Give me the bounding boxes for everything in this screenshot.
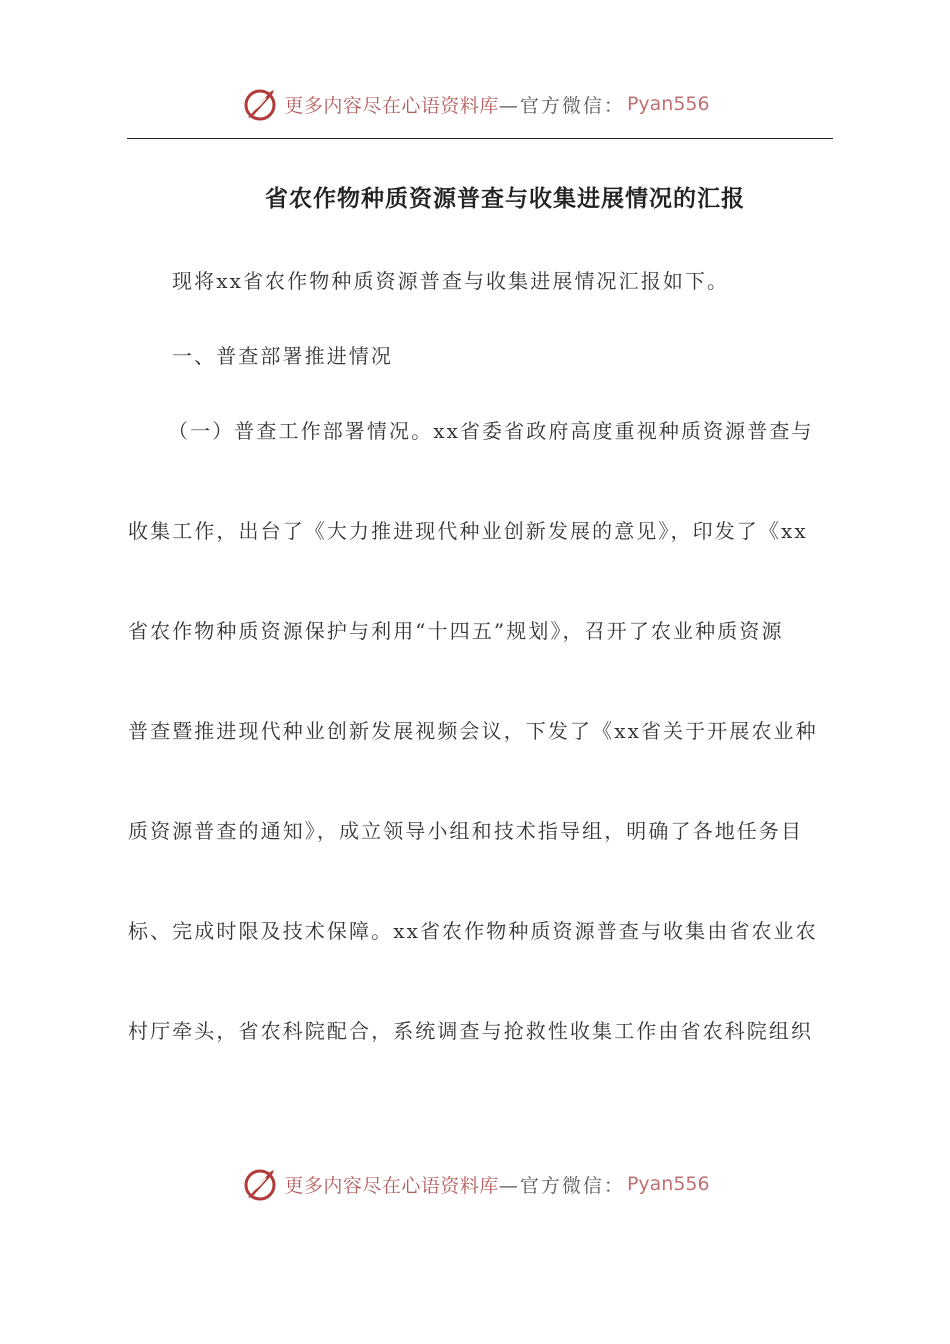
body-line: 标、完成时限及技术保障。xx省农作物种质资源普查与收集由省农业农: [128, 919, 818, 943]
quill-logo-icon: [240, 84, 280, 124]
banner-wechat-id: Pyan556: [626, 1173, 710, 1195]
body-line: 省农作物种质资源保护与利用“十四五”规划》，召开了农业种质资源: [128, 619, 784, 643]
quill-logo-icon: [240, 1164, 280, 1204]
body-line: （一）普查工作部署情况。xx省委省政府高度重视种质资源普查与: [168, 419, 814, 443]
body-line: 村厅牵头，省农科院配合，系统调查与抢救性收集工作由省农科院组织: [128, 1019, 814, 1043]
banner-wechat-id: Pyan556: [626, 93, 710, 115]
banner-wechat-label: —官方微信：: [498, 94, 625, 117]
footer-banner: [0, 1162, 950, 1206]
body-line: 普查暨推进现代种业创新发展视频会议，下发了《xx省关于开展农业种: [128, 719, 818, 743]
document-title: 省农作物种质资源普查与收集进展情况的汇报: [265, 185, 745, 212]
body-line: 质资源普查的通知》，成立领导小组和技术指导组，明确了各地任务目: [128, 819, 804, 843]
banner-title: 更多内容尽在心语资料库: [284, 1174, 499, 1197]
header-divider: [127, 138, 833, 139]
section-heading: 一、普查部署推进情况: [172, 344, 393, 368]
banner-wechat-label: —官方微信：: [498, 1174, 625, 1197]
banner-title: 更多内容尽在心语资料库: [284, 94, 499, 117]
body-line: 收集工作，出台了《大力推进现代种业创新发展的意见》，印发了《xx: [128, 519, 808, 543]
intro-paragraph: 现将xx省农作物种质资源普查与收集进展情况汇报如下。: [172, 269, 730, 293]
header-banner: [0, 82, 950, 126]
